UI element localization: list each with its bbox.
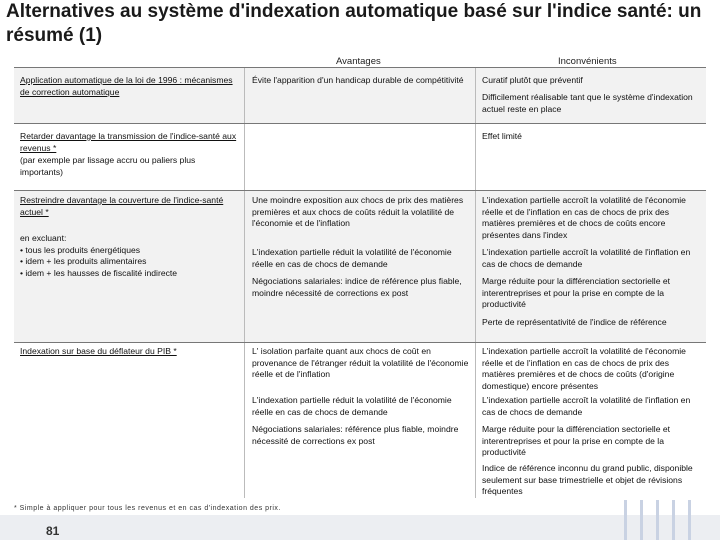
footnote: * Simple à appliquer pour tous les revenus et en cas d'indexation des prix.	[14, 505, 281, 512]
disadvantage-cell: L'indexation partielle accroît la volatilité de l'économie réelle et de l'inflation en cas de chocs de prix des matières premières et de chocs de coûts (d'origine domestique) encore présentes	[482, 346, 686, 391]
advantage-cell: L'indexation partielle réduit la volatilité de l'économie réelle en cas de chocs de demande	[252, 395, 452, 417]
advantage-cell: Évite l'apparition d'un handicap durable de compétitivité	[252, 75, 464, 85]
summary-table	[14, 67, 706, 498]
disadvantage-cell: Marge réduite pour la différenciation sectorielle et interentreprises et pour la prise en compte de la productivité	[482, 276, 671, 310]
disadvantage-cell: L'indexation partielle accroît la volatilité de l'inflation en cas de chocs de demande	[482, 395, 691, 417]
disadvantage-cell: Difficilement réalisable tant que le système d'indexation actuel reste en place	[482, 92, 693, 114]
decorative-bar	[672, 500, 675, 540]
advantage-cell: L'indexation partielle réduit la volatilité de l'économie réelle en cas de chocs de demande	[252, 247, 452, 269]
page-title: Alternatives au système d'indexation automatique basé sur l'indice santé: un résumé (1)	[6, 1, 702, 46]
advantage-cell: Négociations salariales: indice de référence plus fiable, moindre nécessité de corrections ex post	[252, 276, 462, 298]
decorative-bar	[640, 500, 643, 540]
disadvantage-cell: Curatif plutôt que préventif	[482, 75, 583, 85]
disadvantage-cell: Perte de représentativité de l'indice de référence	[482, 317, 667, 327]
option-cell: Retarder davantage la transmission de l'indice-santé aux revenus *	[20, 131, 237, 153]
column-header-advantages: Avantages	[336, 56, 381, 67]
bottom-bar	[0, 515, 720, 540]
column-divider	[244, 67, 245, 498]
option-cell: Indexation sur base du déflateur du PIB *	[20, 346, 177, 356]
advantage-cell: Négociations salariales: référence plus fiable, moindre nécessité de corrections ex post	[252, 424, 459, 446]
page-number: 81	[46, 524, 60, 538]
decorative-bar	[656, 500, 659, 540]
disadvantage-cell: Marge réduite pour la différenciation sectorielle et interentreprises et pour la prise en compte de la productivité	[482, 424, 671, 458]
disadvantage-cell: L'indexation partielle accroît la volatilité de l'inflation en cas de chocs de demande	[482, 247, 691, 269]
option-cell: Application automatique de la loi de 1996 : mécanismes de correction automatique	[20, 75, 233, 97]
decorative-bar	[688, 500, 691, 540]
decorative-bar	[624, 500, 627, 540]
option-note: (par exemple par lissage accru ou paliers plus importants)	[20, 155, 196, 177]
row-divider	[14, 123, 706, 124]
option-cell: Restreindre davantage la couverture de l'indice-santé actuel *	[20, 195, 224, 217]
option-note: en excluant: • tous les produits énergétiques • idem + les produits alimentaires • idem + les hausses de fiscalité indirecte	[20, 233, 178, 278]
disadvantage-cell: Effet limité	[482, 131, 522, 141]
row-divider	[14, 190, 706, 191]
disadvantage-cell: L'indexation partielle accroît la volatilité de l'économie réelle et de l'inflation en cas de chocs de prix des matières premières et de chocs de coûts encore présentes dans l'index	[482, 195, 686, 240]
advantage-cell: Une moindre exposition aux chocs de prix des matières premières et aux chocs de coûts réduit la volatilité de l'économie et de l'inflation	[252, 195, 464, 229]
column-header-disadvantages: Inconvénients	[558, 56, 617, 67]
row-divider	[14, 67, 706, 68]
advantage-cell: L' isolation parfaite quant aux chocs de coût en provenance de l'étranger réduit la volatilité de l'économie réelle et de l'inflation	[252, 346, 469, 380]
disadvantage-cell: Indice de référence inconnu du grand public, disponible seulement sur base trimestrielle et objet de révisions fréquentes	[482, 463, 693, 497]
column-divider	[475, 67, 476, 498]
row-divider	[14, 342, 706, 343]
